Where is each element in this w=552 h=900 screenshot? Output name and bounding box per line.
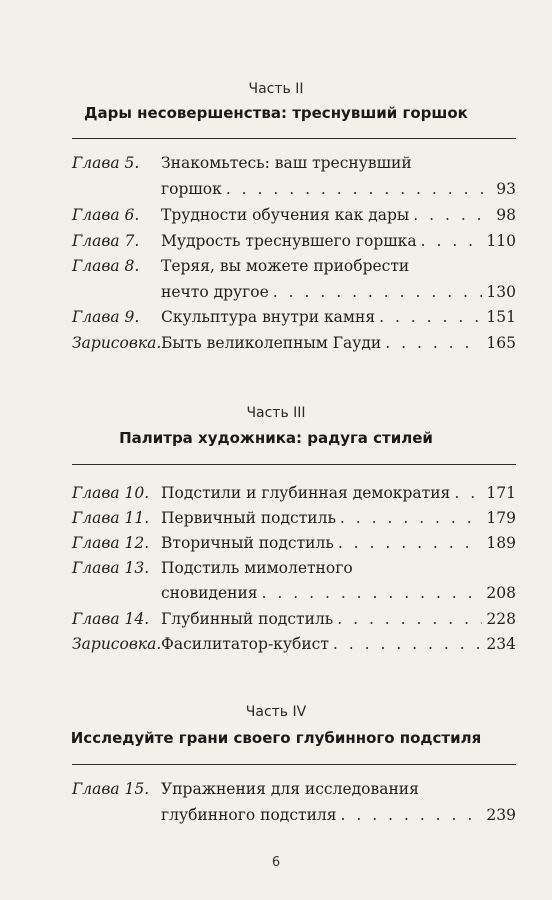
divider — [72, 138, 516, 139]
chapter-label: Глава 12. — [72, 534, 150, 552]
chapter-label: Глава 11. — [72, 509, 150, 527]
leader-dots — [413, 206, 486, 224]
page-ref: 98 — [496, 206, 516, 224]
part-title: Дары несовершенства: треснувший горшок — [84, 104, 468, 122]
page-ref: 93 — [496, 180, 516, 198]
page-ref: 110 — [486, 232, 516, 250]
page-ref: 151 — [486, 308, 516, 326]
page-ref: 189 — [486, 534, 516, 552]
leader-dots — [341, 806, 483, 824]
page-ref: 179 — [486, 509, 516, 527]
chapter-title-line: Скульптура внутри камня . . . 151 — [161, 308, 516, 332]
page-ref: 208 — [486, 584, 516, 602]
leader-dots — [421, 232, 483, 250]
chapter-title-line: Подстиль мимолетного — [161, 559, 353, 577]
chapter-title-line: Подстили и глубинная демократия . . . 171 — [161, 484, 516, 508]
leader-dots — [340, 509, 482, 527]
page-ref: 130 — [486, 283, 516, 301]
chapter-title-line: Быть великолепным Гауди . . . 165 — [161, 334, 516, 358]
chapter-label: Глава 15. — [72, 780, 150, 798]
leader-dots — [226, 180, 486, 198]
page-ref: 171 — [486, 484, 516, 502]
divider — [72, 764, 516, 765]
chapter-label: Глава 7. — [72, 232, 140, 250]
chapter-title-line: Теряя, вы можете приобрести — [161, 257, 410, 275]
chapter-title-line: Вторичный подстиль . . . 189 — [161, 534, 516, 558]
leader-dots — [379, 308, 482, 326]
chapter-label: Глава 6. — [72, 206, 140, 224]
chapter-label: Зарисовка. — [72, 635, 162, 653]
chapter-title-line: Первичный подстиль . . . 179 — [161, 509, 516, 533]
chapter-title-line: нечто другое . . . 130 — [161, 283, 516, 307]
chapter-title-line: сновидения . . . 208 — [161, 584, 516, 608]
leader-dots — [273, 283, 483, 301]
page-ref: 234 — [486, 635, 516, 653]
part-label: Часть IV — [245, 704, 307, 720]
page-ref: 239 — [486, 806, 516, 824]
leader-dots — [337, 610, 482, 628]
chapter-label: Глава 9. — [72, 308, 140, 326]
chapter-label: Глава 13. — [72, 559, 150, 577]
chapter-title-line: горшок . . . 93 — [161, 180, 516, 204]
leader-dots — [338, 534, 483, 552]
part-title: Исследуйте грани своего глубинного подстиля — [70, 729, 482, 747]
leader-dots — [385, 334, 482, 352]
chapter-label: Глава 14. — [72, 610, 150, 628]
chapter-title-line: Глубинный подстиль . . . 228 — [161, 610, 516, 634]
chapter-title-line: Упражнения для исследования — [161, 780, 419, 798]
chapter-label: Глава 8. — [72, 257, 140, 275]
chapter-label: Зарисовка. — [72, 334, 162, 352]
leader-dots — [262, 584, 483, 602]
part-title: Палитра художника: радуга стилей — [119, 429, 433, 447]
leader-dots — [333, 635, 483, 653]
page-ref: 165 — [486, 334, 516, 352]
chapter-label: Глава 10. — [72, 484, 150, 502]
leader-dots — [454, 484, 482, 502]
chapter-title-line: Мудрость треснувшего горшка . . . 110 — [161, 232, 516, 256]
chapter-title-line: Фасилитатор-кубист . . . 234 — [161, 635, 516, 659]
chapter-title-line: Знакомьтесь: ваш треснувший — [161, 154, 412, 172]
page-number: 6 — [271, 855, 281, 870]
part-label: Часть III — [246, 405, 306, 421]
divider — [72, 464, 516, 465]
chapter-title-line: Трудности обучения как дары . . . 98 — [161, 206, 516, 230]
chapter-label: Глава 5. — [72, 154, 140, 172]
chapter-title-line: глубинного подстиля . . . 239 — [161, 806, 516, 830]
page-ref: 228 — [486, 610, 516, 628]
part-label: Часть II — [248, 81, 304, 97]
